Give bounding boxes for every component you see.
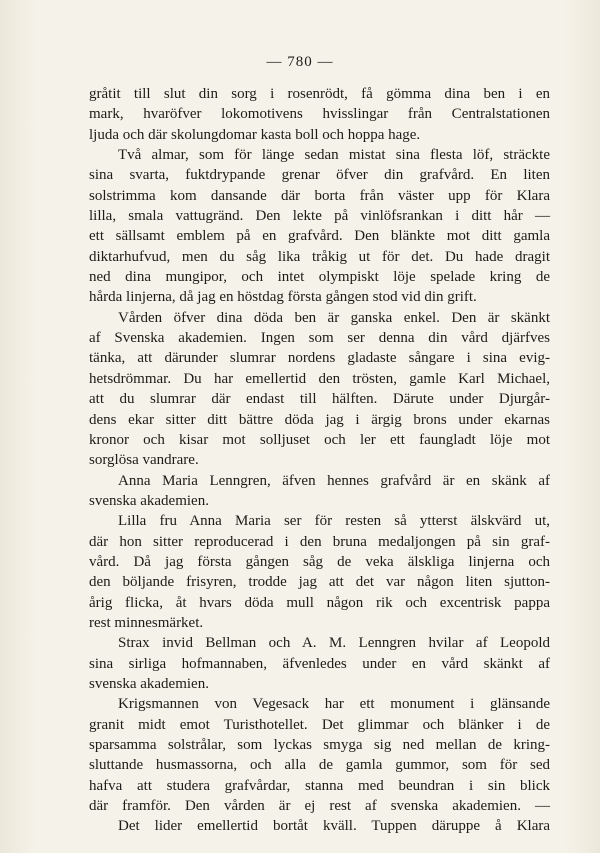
text-line: Strax invid Bellman och A. M. Lenngren hvilar af Leopold bbox=[118, 635, 550, 652]
text-line: Krigsmannen von Vegesack har ett monument i glänsande bbox=[118, 696, 550, 713]
text-line: hetsdrömmar. Du har emellertid den trösten, gamle Karl Michael, bbox=[89, 370, 550, 387]
text-line: sluttande husmassorna, och alla de gamla gummor, som för sed bbox=[89, 757, 550, 774]
text-line: sina sirliga hofmannaben, äfvenledes under en vård skänkt af bbox=[89, 655, 550, 672]
text-line: ett sällsamt emblem på en grafvård. Den blänkte mot ditt gamla bbox=[89, 228, 550, 245]
text-line: att du slumrar där endast till hälften. Därute under Djurgår- bbox=[89, 391, 550, 408]
text-line: tänka, att därunder slumrar nordens gladaste sångare i sina evig- bbox=[89, 350, 550, 367]
text-line: hafva att studera grafvårdar, stanna med beundran i sin blick bbox=[89, 777, 550, 794]
text-line: sina svarta, fuktdrypande grenar öfver din grafvård. En liten bbox=[89, 167, 550, 184]
body-text bbox=[89, 84, 550, 837]
text-line: ljuda och där skolungdomar kasta boll och hoppa hage. bbox=[89, 126, 421, 143]
text-line: dens ekar sitter ditt bättre döda jag i ärgig brons under ekarnas bbox=[89, 411, 550, 428]
text-line: Två almar, som för länge sedan mistat sina flesta löf, sträckte bbox=[118, 147, 550, 164]
text-line: Anna Maria Lenngren, äfven hennes grafvård är en skänk af bbox=[118, 472, 550, 489]
text-line: Det lider emellertid bortåt kväll. Tuppen däruppe å Klara bbox=[118, 818, 550, 835]
text-line: kronor och kisar mot solljuset och ler ett faungladt löje mot bbox=[89, 431, 550, 448]
text-line: vård. Då jag första gången såg de veka älskliga linjerna och bbox=[89, 553, 550, 570]
text-line: Vården öfver dina döda ben är ganska enkel. Den är skänkt bbox=[118, 309, 550, 326]
text-line: solstrimma kom dansande där borta från väster upp för Klara bbox=[89, 187, 550, 204]
text-line: sorglösa vandrare. bbox=[89, 452, 199, 469]
text-line: gråtit till slut din sorg i rosenrödt, få gömma dina ben i en bbox=[89, 86, 550, 102]
text-line: där framför. Den vården är ej rest af svenska akademien. — bbox=[89, 798, 550, 815]
page-number: — 780 — bbox=[266, 54, 334, 70]
text-line: sparsamma solstrålar, som lyckas smyga sig ned mellan de kring- bbox=[89, 737, 550, 753]
text-line: mark, hvaröfver lokomotivens hvisslingar från Centralstationen bbox=[89, 106, 550, 123]
text-line: af Svenska akademien. Ingen som ser denna din vård djärfves bbox=[89, 330, 550, 347]
text-line: årig flicka, åt hvars döda mull någon rik och excentrisk pappa bbox=[89, 594, 550, 611]
text-line: svenska akademien. bbox=[89, 492, 209, 509]
text-line: svenska akademien. bbox=[89, 675, 209, 692]
text-line: den böljande frisyren, trodde jag att det var någon liten sjutton- bbox=[89, 574, 550, 591]
text-line: Lilla fru Anna Maria ser för resten så ytterst älskvärd ut, bbox=[118, 513, 550, 530]
text-line: ned dina mungipor, och intet olympiskt löje spelade kring de bbox=[89, 269, 550, 286]
text-line: lilla, smala vattugränd. Den lekte på vinlöfsrankan i ditt hår — bbox=[89, 208, 550, 225]
text-line: rest minnesmärket. bbox=[89, 614, 204, 631]
text-line: diktarhufvud, men du såg lika tråkig ut för det. Du hade dragit bbox=[89, 248, 550, 265]
text-line: där hon sitter reproducerad i den bruna medaljongen på sin graf- bbox=[89, 533, 550, 550]
text-line: hårda linjerna, då jag en höstdag första gången stod vid din grift. bbox=[89, 289, 477, 306]
text-line: granit midt emot Turisthotellet. Det glimmar och blänker i de bbox=[89, 716, 550, 733]
